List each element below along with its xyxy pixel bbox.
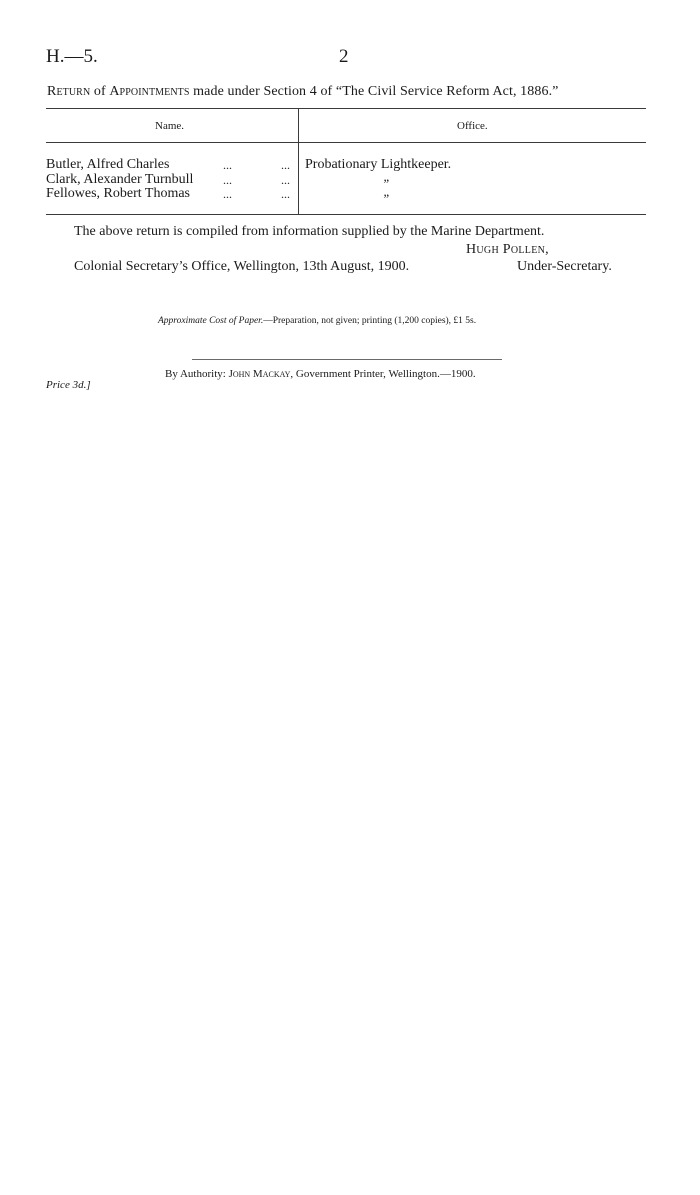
signatory-title: Under-Secretary. <box>517 259 612 274</box>
printer-name: John Mackay <box>228 368 291 380</box>
printer-imprint <box>165 368 476 380</box>
row-leader-dots: ... <box>281 158 290 172</box>
signatory-name: Hugh Pollen, <box>466 242 549 257</box>
row-leader-dots: ... <box>281 187 290 201</box>
title-of-word: of <box>90 84 110 99</box>
row-name: Clark, Alexander Turnbull <box>46 172 194 187</box>
title-appointments-word: Appointments <box>109 84 190 99</box>
printer-suffix: , Government Printer, Wellington.—1900. <box>290 368 476 380</box>
column-header-name: Name. <box>155 120 185 132</box>
row-leader-dots: ... <box>281 173 290 187</box>
row-leader-dots: ... <box>223 187 232 201</box>
cost-text: —Preparation, not given; printing (1,200 copies), £1 5s. <box>263 316 477 326</box>
cost-label: Approximate Cost of Paper. <box>158 316 264 326</box>
row-name: Fellowes, Robert Thomas <box>46 186 191 201</box>
place-and-date: Colonial Secretary’s Office, Wellington, 13th August, 1900. <box>74 259 410 274</box>
table-bottom-rule <box>46 214 646 215</box>
row-leader-dots: ... <box>223 173 232 187</box>
row-office-ditto: ” <box>382 191 390 206</box>
row-office-ditto: ” <box>382 176 390 191</box>
document-code: H.—5. <box>46 46 98 67</box>
printer-prefix: By Authority: <box>165 368 229 380</box>
column-header-office: Office. <box>457 120 488 132</box>
row-leader-dots: ... <box>223 158 232 172</box>
document-title <box>47 84 644 100</box>
source-note: The above return is compiled from information supplied by the Marine Department. <box>74 224 545 239</box>
table-header-rule <box>46 142 646 143</box>
title-return-word: Return <box>47 84 91 99</box>
page-number: 2 <box>339 46 349 67</box>
row-office: Probationary Lightkeeper. <box>305 157 452 172</box>
cost-of-paper <box>158 316 476 326</box>
row-name: Butler, Alfred Charles <box>46 157 170 172</box>
printer-rule <box>192 359 502 360</box>
title-rest: made under Section 4 of “The Civil Service Reform Act, 1886.” <box>189 84 559 99</box>
table-top-rule <box>46 108 646 109</box>
table-column-divider <box>298 108 299 214</box>
price-label: Price 3d.] <box>46 379 91 391</box>
